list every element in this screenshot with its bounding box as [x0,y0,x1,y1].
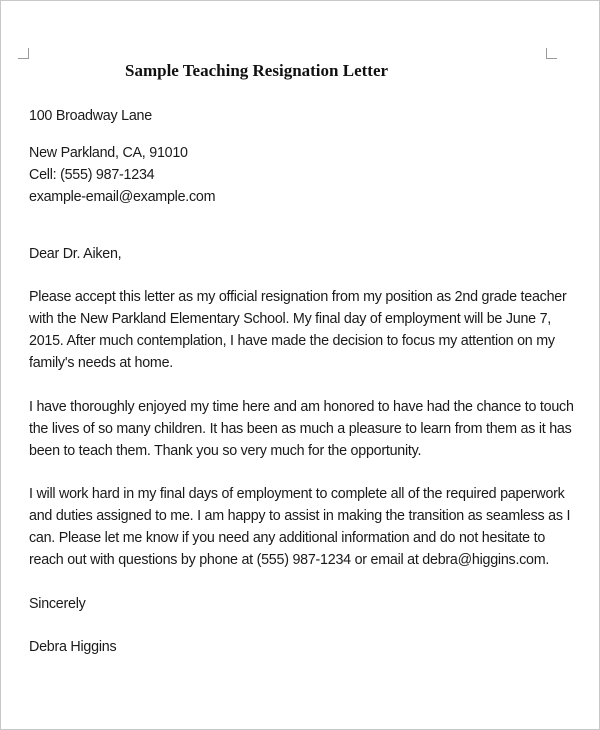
sender-email: example-email@example.com [29,189,216,205]
letter-title: Sample Teaching Resignation Letter [125,61,389,80]
paragraph-1: Please accept this letter as my official resignation from my position as 2nd grade teacher with the New Parkland Elementary School. My final day of employment will be June 7, 2015. After much contemplation, I have made the decision to focus my attention on my family's needs at home. [29,289,567,371]
closing: Sincerely [29,596,86,612]
paragraph-3: I will work hard in my final days of employment to complete all of the required paperwork and duties assigned to me. I am happy to assist in making the transition as seamless as I can. Please let me know if you need any additional information and do not hesitate to reach out with questions by phone at (555) 987-1234 or email at debra@higgins.com. [29,486,571,568]
sender-city-line: New Parkland, CA, 91010 [29,145,188,161]
margin-corner-marker-top-right [546,48,557,59]
salutation: Dear Dr. Aiken, [29,246,122,262]
sender-contact-block [29,142,549,208]
margin-corner-marker-top-left [18,48,29,59]
signature-name: Debra Higgins [29,639,117,655]
sender-street: 100 Broadway Lane [29,108,152,124]
sender-cell: Cell: (555) 987-1234 [29,167,155,183]
paragraph-2: I have thoroughly enjoyed my time here and am honored to have had the chance to touch the lives of so many children. It has been as much a pleasure to learn from them as it has been to teach them. Thank you so very much for the opportunity. [29,399,574,459]
